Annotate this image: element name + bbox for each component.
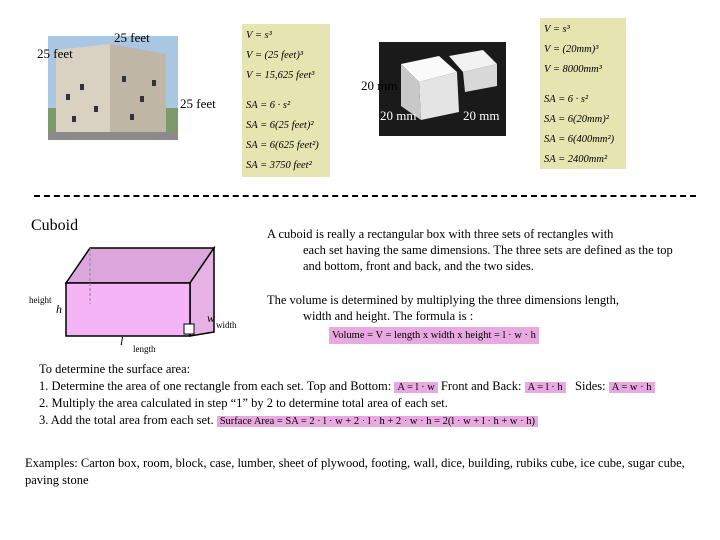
- sugar-cube-label-right: 20 mm: [463, 108, 500, 123]
- building-formula-line: V = 15,625 feet³: [246, 70, 315, 81]
- cuboid-description-first-line: A cuboid is really a rectangular box with three sets of rectangles with: [267, 227, 614, 241]
- volume-description: [267, 292, 687, 324]
- step-1-sides-label: Sides:: [575, 379, 606, 393]
- sugar-cube-label-top: 20 mm: [361, 78, 398, 93]
- building-formula-box: [242, 24, 330, 177]
- building-label-right: 25 feet: [180, 96, 216, 111]
- cuboid-label-height: height: [29, 295, 52, 305]
- surface-area-step-3: [39, 413, 538, 428]
- sugar-cube-formula-line: SA = 2400mm²: [544, 154, 608, 165]
- cuboid-label-width: width: [216, 320, 237, 330]
- cuboid-label-length: length: [133, 344, 156, 354]
- building-formula-line: V = (25 feet)³: [246, 50, 303, 61]
- formula-front-back: A = l · h: [525, 382, 566, 393]
- cuboid-label-h: h: [56, 302, 62, 316]
- cuboid-diagram: [64, 246, 218, 338]
- step-1-front-back-label: Front and Back:: [440, 379, 522, 393]
- surface-area-step-1: [39, 379, 655, 394]
- sugar-cube-label-left: 20 mm: [380, 108, 417, 123]
- cuboid-title: Cuboid: [31, 217, 79, 234]
- surface-area-step-2: 2. Multiply the area calculated in step “1” by 2 to determine total area of each set.: [39, 396, 448, 410]
- sugar-cube-formula-line: SA = 6(20mm)²: [544, 114, 609, 125]
- sugar-cube-formula-line: SA = 6(400mm²): [544, 134, 615, 145]
- cuboid-label-w: w: [207, 311, 216, 325]
- building-formula-line: SA = 6(25 feet)²: [246, 120, 314, 131]
- volume-formula: Volume = V = length x width x height = l · w · h: [329, 327, 539, 344]
- building-formula-line: SA = 6 · s²: [246, 100, 291, 111]
- volume-description-first-line: The volume is determined by multiplying the three dimensions length,: [267, 293, 620, 307]
- cuboid-label-l: l: [120, 334, 124, 348]
- building-formula-line: V = s³: [246, 30, 272, 41]
- sugar-cube-formula-line: V = 8000mm³: [544, 64, 602, 75]
- sugar-cube-formula-box: [540, 18, 626, 169]
- building-label-left: 25 feet: [37, 46, 73, 61]
- volume-description-rest: width and height. The formula is :: [303, 309, 474, 323]
- building-label-top: 25 feet: [114, 30, 150, 45]
- sugar-cube-formula-line: V = s³: [544, 24, 570, 35]
- building-formula-line: SA = 3750 feet²: [246, 160, 312, 171]
- examples-text: Examples: Carton box, room, block, case, lumber, sheet of plywood, footing, wall, dice, building, rubiks cube, ice cube, sugar cube, paving stone: [25, 456, 685, 487]
- sugar-cube-formula-line: V = (20mm)³: [544, 44, 599, 55]
- building-formula-line: SA = 6(625 feet²): [246, 140, 319, 151]
- surface-area-formula: Surface Area = SA = 2 · l · w + 2 · l · h + 2 · w · h = 2(l · w + l · h + w · h): [217, 416, 538, 427]
- step-1-text: 1. Determine the area of one rectangle from each set. Top and Bottom:: [39, 379, 392, 393]
- formula-sides: A = w · h: [609, 382, 655, 393]
- section-divider: [34, 195, 696, 197]
- cuboid-description: [267, 226, 687, 274]
- step-3-text: 3. Add the total area from each set.: [39, 413, 214, 427]
- cuboid-description-rest: each set having the same dimensions. The three sets are defined as the top and bottom, front and back, and the two sides.: [303, 243, 673, 273]
- surface-area-heading: To determine the surface area:: [39, 362, 191, 376]
- sugar-cube-formula-line: SA = 6 · s²: [544, 94, 589, 105]
- cuboid-illustration: [64, 246, 218, 338]
- formula-top-bottom: A = l · w: [394, 382, 437, 393]
